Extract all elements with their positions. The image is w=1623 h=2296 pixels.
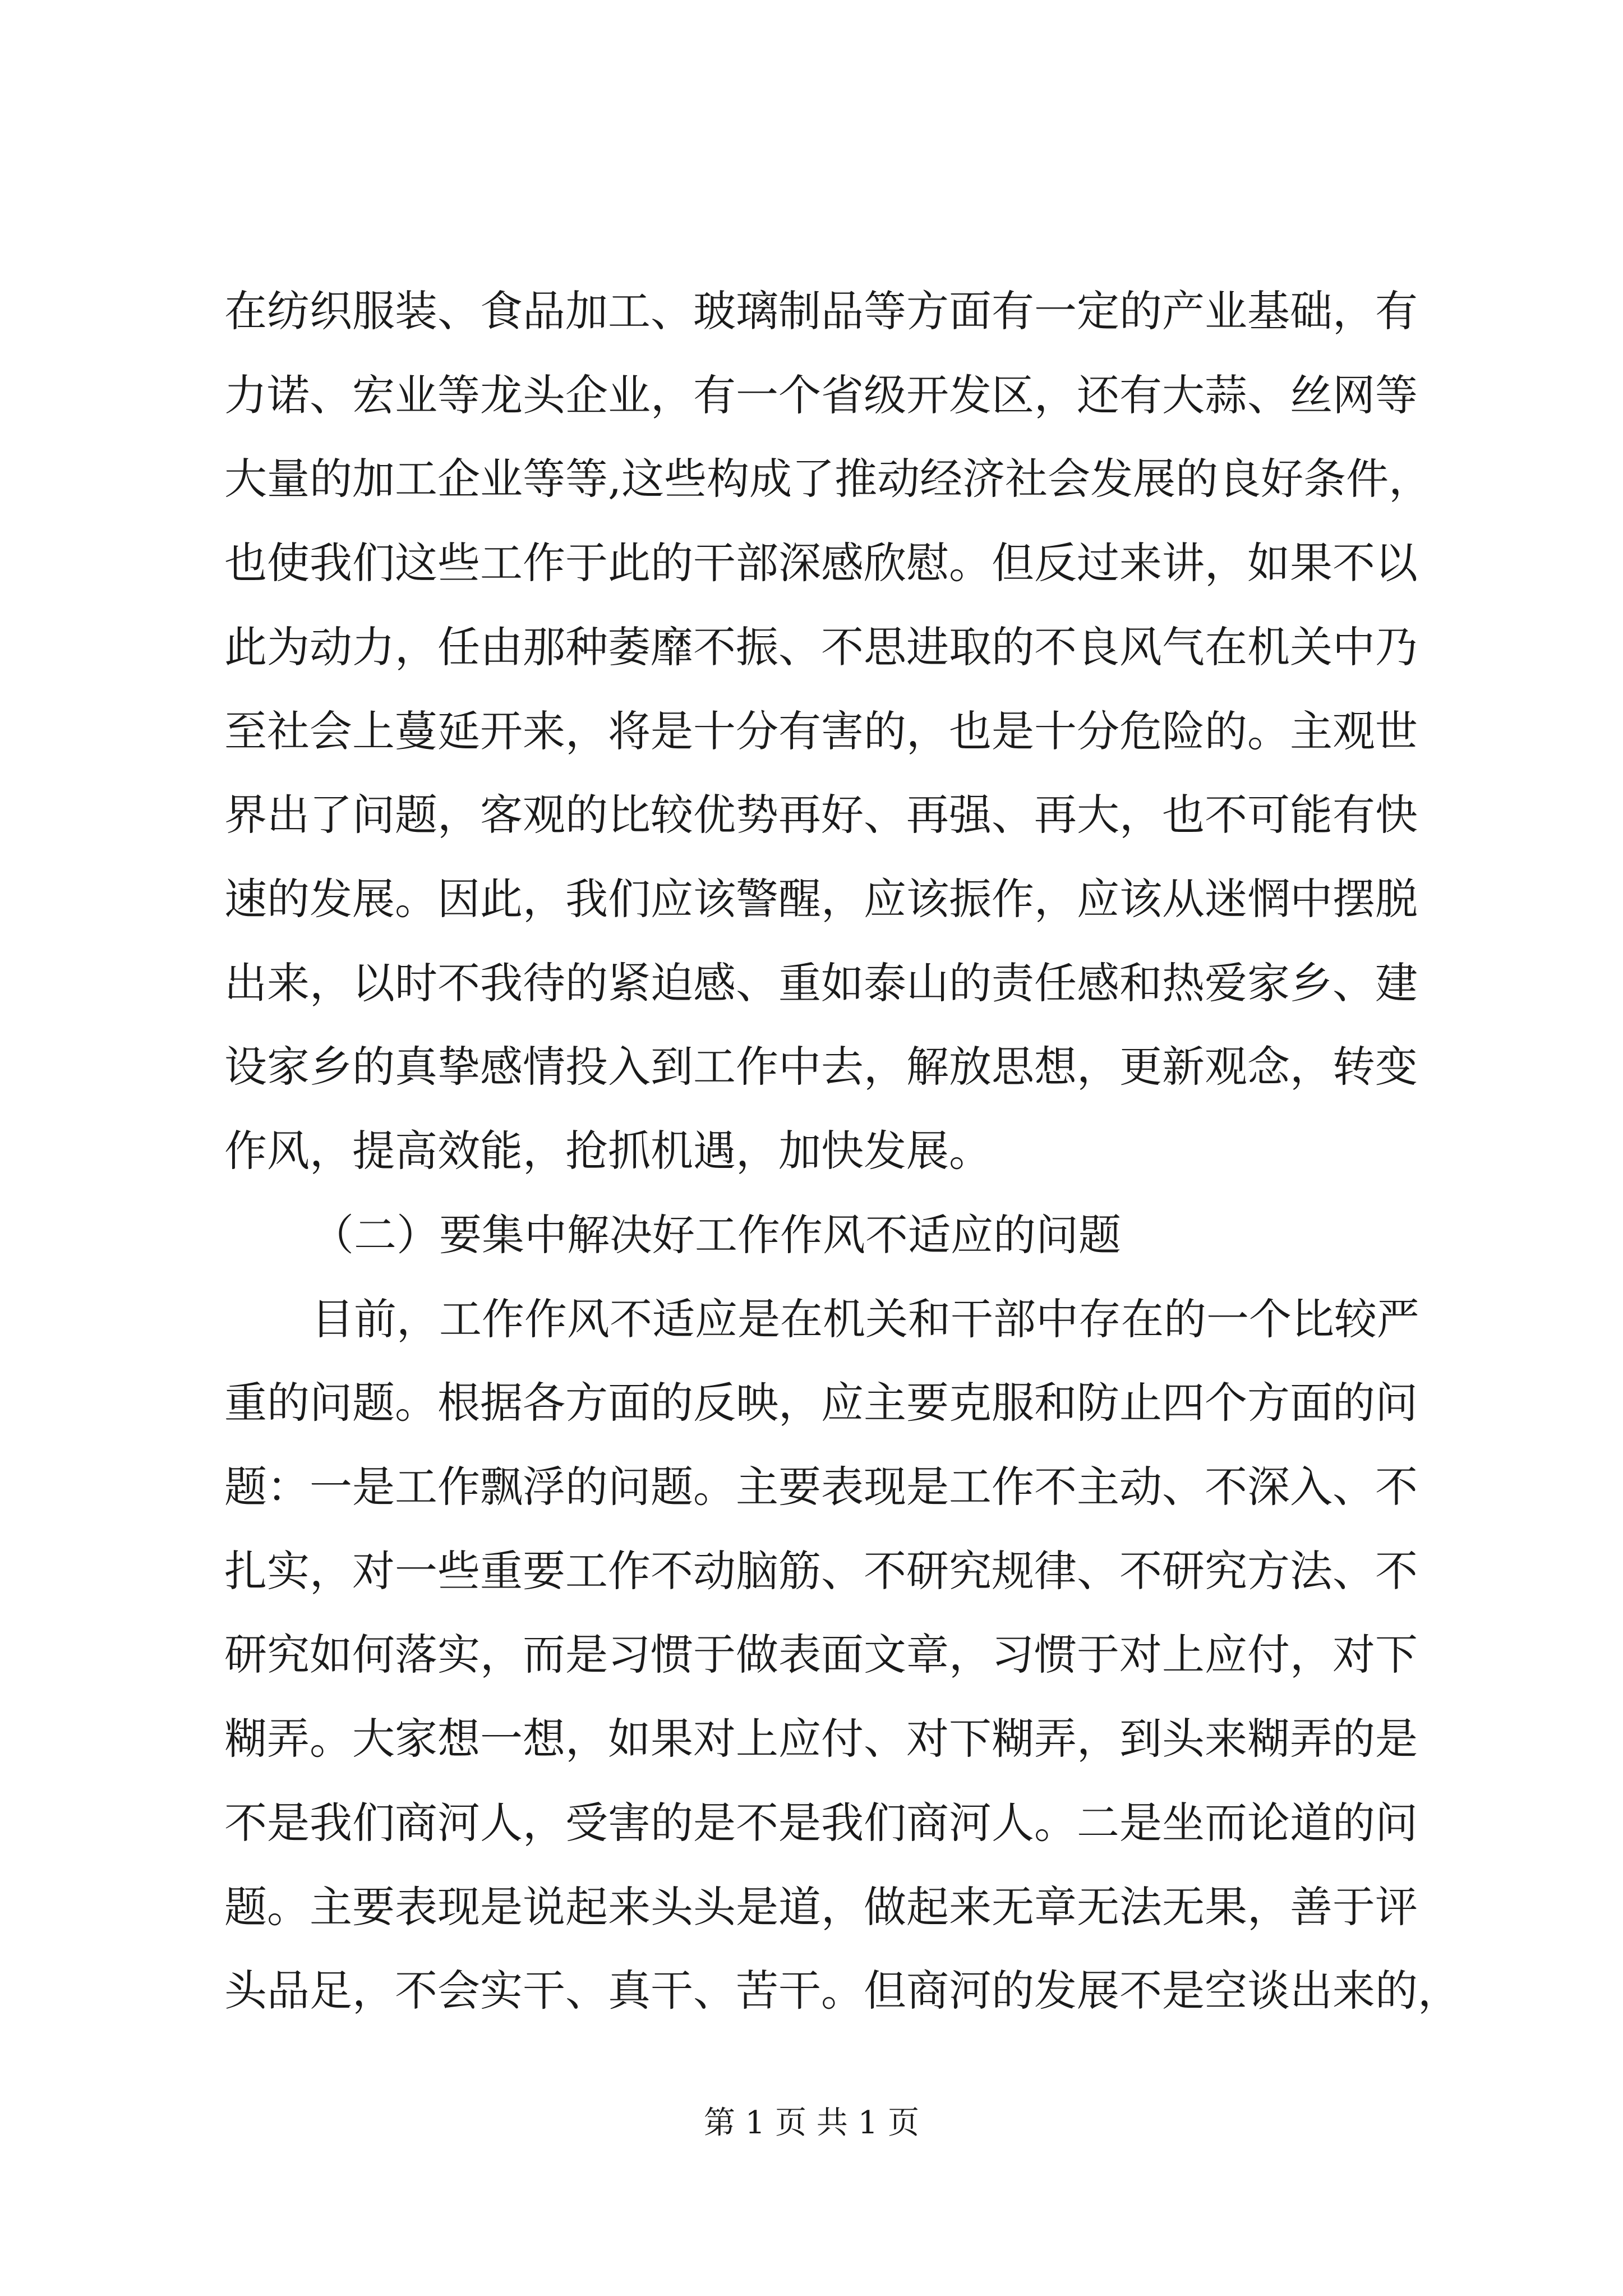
text-line: 目前，工作作风不适应是在机关和干部中存在的一个比较严 xyxy=(311,1294,1419,1344)
text-line: 设家乡的真挚感情投入到工作中去，解放思想，更新观念，转变 xyxy=(224,1042,1418,1092)
text-line: 至社会上蔓延开来，将是十分有害的，也是十分危险的。主观世 xyxy=(224,706,1418,756)
text-line: 研究如何落实，而是习惯于做表面文章，习惯于对上应付，对下 xyxy=(224,1630,1418,1680)
text-line: 扎实，对一些重要工作不动脑筋、不研究规律、不研究方法、不 xyxy=(224,1546,1418,1596)
section-heading: （二）要集中解决好工作作风不适应的问题 xyxy=(311,1210,1121,1260)
text-line: 糊弄。大家想一想，如果对上应付、对下糊弄，到头来糊弄的是 xyxy=(224,1714,1418,1764)
text-line: 作风，提高效能，抢抓机遇，加快发展。 xyxy=(224,1126,992,1176)
text-line: 速的发展。因此，我们应该警醒，应该振作，应该从迷惘中摆脱 xyxy=(224,874,1418,924)
text-line: 在纺织服装、食品加工、玻璃制品等方面有一定的产业基础，有 xyxy=(224,286,1418,336)
page-footer: 第 1 页 共 1 页 xyxy=(703,2105,920,2141)
text-line: 头品足，不会实干、真干、苦干。但商河的发展不是空谈出来的， xyxy=(224,1966,1460,2016)
text-line: 出来，以时不我待的紧迫感、重如泰山的责任感和热爱家乡、建 xyxy=(224,958,1418,1008)
text-line: 题。主要表现是说起来头头是道，做起来无章无法无果，善于评 xyxy=(224,1882,1418,1932)
text-line: 大量的加工企业等等,这些构成了推动经济社会发展的良好条件， xyxy=(224,454,1432,504)
text-line: 力诺、宏业等龙头企业，有一个省级开发区，还有大蒜、丝网等 xyxy=(224,370,1418,420)
text-line: 此为动力，任由那种萎靡不振、不思进取的不良风气在机关中乃 xyxy=(224,622,1418,672)
text-line: 题：一是工作飘浮的问题。主要表现是工作不主动、不深入、不 xyxy=(224,1462,1418,1512)
text-line: 界出了问题，客观的比较优势再好、再强、再大，也不可能有快 xyxy=(224,790,1418,840)
text-line: 不是我们商河人，受害的是不是我们商河人。二是坐而论道的问 xyxy=(224,1798,1418,1848)
text-line: 也使我们这些工作于此的干部深感欣慰。但反过来讲，如果不以 xyxy=(224,538,1418,588)
text-line: 重的问题。根据各方面的反映，应主要克服和防止四个方面的问 xyxy=(224,1378,1418,1428)
